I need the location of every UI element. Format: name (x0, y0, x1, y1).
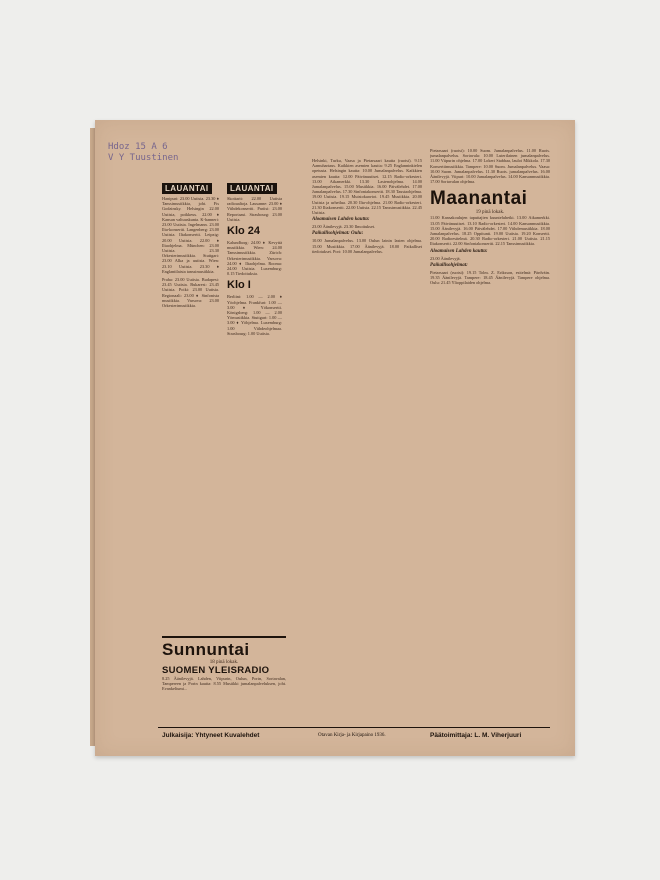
column-2-text-c: Berliini: 1.00 — 2.00 ♦ Yöohjelma. Frankfurt: 1.00 — 3.00 ♦ Yökonsertti. Königsberg: 1.00 — 2.00 Yömusiikkia. Stuttgart: 1.00 — 3.00 ♦ Yöhjelma. Luxemburg: 1.00 Viihdeohjelmaa. Strasbourg: 1.00 Uutisia. (227, 294, 282, 336)
section-rule (162, 636, 286, 638)
column-3-section-b: Paikallisohjelmat: Oulu: (312, 231, 364, 237)
column-4-text-b: 11.00 Kansakoulujen taputtajien kuunteluhetki. 13.00 Aikamerkki. 13.05 Päivänuutiset. 13.10 Radio-orkesteri. 14.00 Kansanmusiikkia. 15.00 Äänilevyjä. 16.00 Päivälehdet. 17.00 Viihdemusiikkia. 18.00 Jumalanpalvelus. 18.25 Oppitunti. 19.00 Uutisia. 19.20 Konsertti. 20.00 Radioesitelmä. 20.30 Radio-orkesteri. 21.00 Uutisia. 21.15 Iltakonsertti. 22.00 Sinfoniakonsertti. 22.15 Tanssimusiikkia. (430, 215, 550, 247)
column-2 (227, 178, 282, 614)
sunnuntai-text: 8.25 Äänilevyjä. Lahden, Viipurin, Oulun, Porin, Sortavalan, Tampereen ja Porin kautta: 8.55 Musiikki jumalanpalveluksen, joht. Evankeliumi... (162, 676, 286, 692)
column-1 (162, 178, 219, 614)
footer-rule (158, 727, 550, 728)
sunnuntai-subtitle: SUOMEN YLEISRADIO (162, 665, 270, 676)
column-3-text-c: 10.00 Jumalanpalvelus. 13.00 Oulun lainin lasten ohjelma. 15.00 Musiikkia. 17.00 Äänilevyjä. 18.00 Paikalliset tiedotukset. Pori: 10.00 Jumalanpalvelus. (312, 238, 422, 254)
day-header-lauantai-2: LAUANTAI (227, 183, 277, 194)
column-4-text-a: Pietarsaari (ruotsi): 10.00 Suom. Jumalanpalvelus. 11.00 Ruots. jumalanpalvelus. Sortavala: 10.00 Luterilainen jumalanpalvelus. 11.00 Viipurin ohjelma. 17.00 Lokeri Stabbaa, lauloi Mikkola. 17.30 Konserttimusiikkia. Tampere: 10.00 Suom. Jumalanpalvelus. Vaasa: 10.00 Suom. Jumalanpalvelus. 11.30 Ruots. jumalanpalvelus. 16.00 Äänilevyjä. Viipuri: 10.00 Jumalanpalvelus. 14.00 Kansanmusiikkia. 17.00 Sortavalan ohjelma. (430, 148, 550, 185)
sunnuntai-title: Sunnuntai (162, 640, 250, 659)
time-heading-1: Klo I (227, 279, 251, 292)
stamp-line-1: Hdoz 15 A 6 (108, 142, 168, 152)
footer-editor: Päätoimittaja: L. M. Viherjuuri (430, 732, 522, 739)
column-3-text-a: Helsinki, Turku, Vaasa ja Pietarsaari kautta (ruotsi). 9.15 Aamuhartaus. Kaikkien asemien kautta: 9.25 Englanninkielen opetusta. Helsingin kautta: 10.00 Jumalanpalvelus. Kaikkien asemien kautta: 12.00 Päivänuutiset. 12.15 Radio-orkesteri. 13.00 Aikamerkki. 13.30 Lastenohjelma. 14.00 Jumalanpalvelus. 15.00 Musiikkia. 16.00 Päivälehdet. 17.00 Jumalanpalvelus. 17.30 Sinfoniakonsertti. 18.30 Taustaohjelma. 19.00 Uutisia. 19.15 Muistokaaviot. 19.45 Musiikkia. 20.00 Uutisia ja urheilua. 20.30 Ilta-ohjelma. 21.00 Radio-orkesteri. 21.30 Iltakonsertti. 22.00 Uutisia. 22.15 Tanssimusiikkia. 22.45 Uutisia. (312, 158, 422, 216)
column-3-section-label: Aloamaisen Lahden kautta: (312, 217, 370, 223)
column-4-text-c: 23.00 Äänilevyjä. (430, 255, 461, 261)
column-1-text-b: Praha: 23.00 Uutisia. Budapest: 23.45 Uutisia. Bukarest: 23.45 Uutisia. Poiki: 23.00 Uutisia. Regionaali: 23.00 ♦ Sinfonista musiikkia. Varsova: 23.00 Orkesterimusiikkia. (162, 277, 219, 309)
column-3-text-b: 23.00 Äänilevyjä. 23.30 Ilmoitukset. (312, 224, 376, 230)
sunnuntai-section (162, 640, 286, 740)
stamp-line-2: V Y Tuustinen (108, 153, 179, 163)
column-4-text-d: Pietarsaari (ruotsi): 19.15 Tolm. Z. Eriksson, esitelmä: Pärdväin. 19.35 Äänilevyjä. Tampere: 18.45 Äänilevyjä. Tampere ohjelma. Oulu: 21.45 Ylioppilaiden ohjelma. (430, 269, 550, 286)
column-1-text-a: Hanipuri: 23.00 Uutisia. 23.30 ♦ Tanssimusiikkia, joht. Fis Godzinsky. Helsingin 22.00 Uutisia, poikkeus. 22.00 ♦ Kansan valtuuskunta. K-hanneri: 23.00 Uutisia. Ingelmann. 23.00 Ilta-konsertti. Langenberg: 23.00 Uutisia. Iltakonsertti. Leipzig: 20.00 Uutisia. 22.00 ♦ Iltaohjelma. München: 23.00 Uutisia. 23.30 Orkesterimusiikkia. Stuttgart: 23.00 Alka ja uutisia. Wien: 23.10 Uutisia. 23.30 ♦ Englantilaista tanssimusiikkia. (162, 196, 219, 274)
day-header-lauantai-1: LAUANTAI (162, 183, 212, 194)
sunnuntai-date: 18 pinä lokak. (209, 660, 239, 665)
column-2-text-b: Kalundborg: 24.00 ♦ Kevyttä musiikkia. Wien: 24.00 Tanssimusiikkia. Zürich: Orkesterimusiikkia. Varsova: 24.00 ♦ Iltaohjelma. Rooma: 24.00 Uutisia. Luxemburg: 0.15 Tiedoituksia. (227, 240, 282, 277)
column-2-text-a: Skottarit: 22.00 Uutisia radioaaltoja. Lausanne: 23.00 ♦ Viihdekonsertti. Pariisi: 23.00 Reportaasi. Strasbourg: 23.00 Uutisia. (227, 196, 282, 222)
footer-publisher: Julkaisija: Yhtyneet Kuvalehdet (162, 732, 260, 739)
ink-stamp (108, 142, 208, 164)
column-4 (430, 148, 550, 740)
time-heading-24: Klo 24 (227, 225, 261, 238)
column-4-section-b: Paikallisohjelmat: (430, 262, 468, 268)
maanantai-date: 19 pinä lokak. (475, 210, 505, 216)
column-3 (312, 158, 422, 738)
maanantai-title: Maanantai (430, 188, 528, 210)
column-4-section-label: Aloamaisen Lahden kautta: (430, 248, 488, 254)
footer-printer: Otavan Kirja- ja Kirjapaino 1936. (318, 733, 386, 738)
